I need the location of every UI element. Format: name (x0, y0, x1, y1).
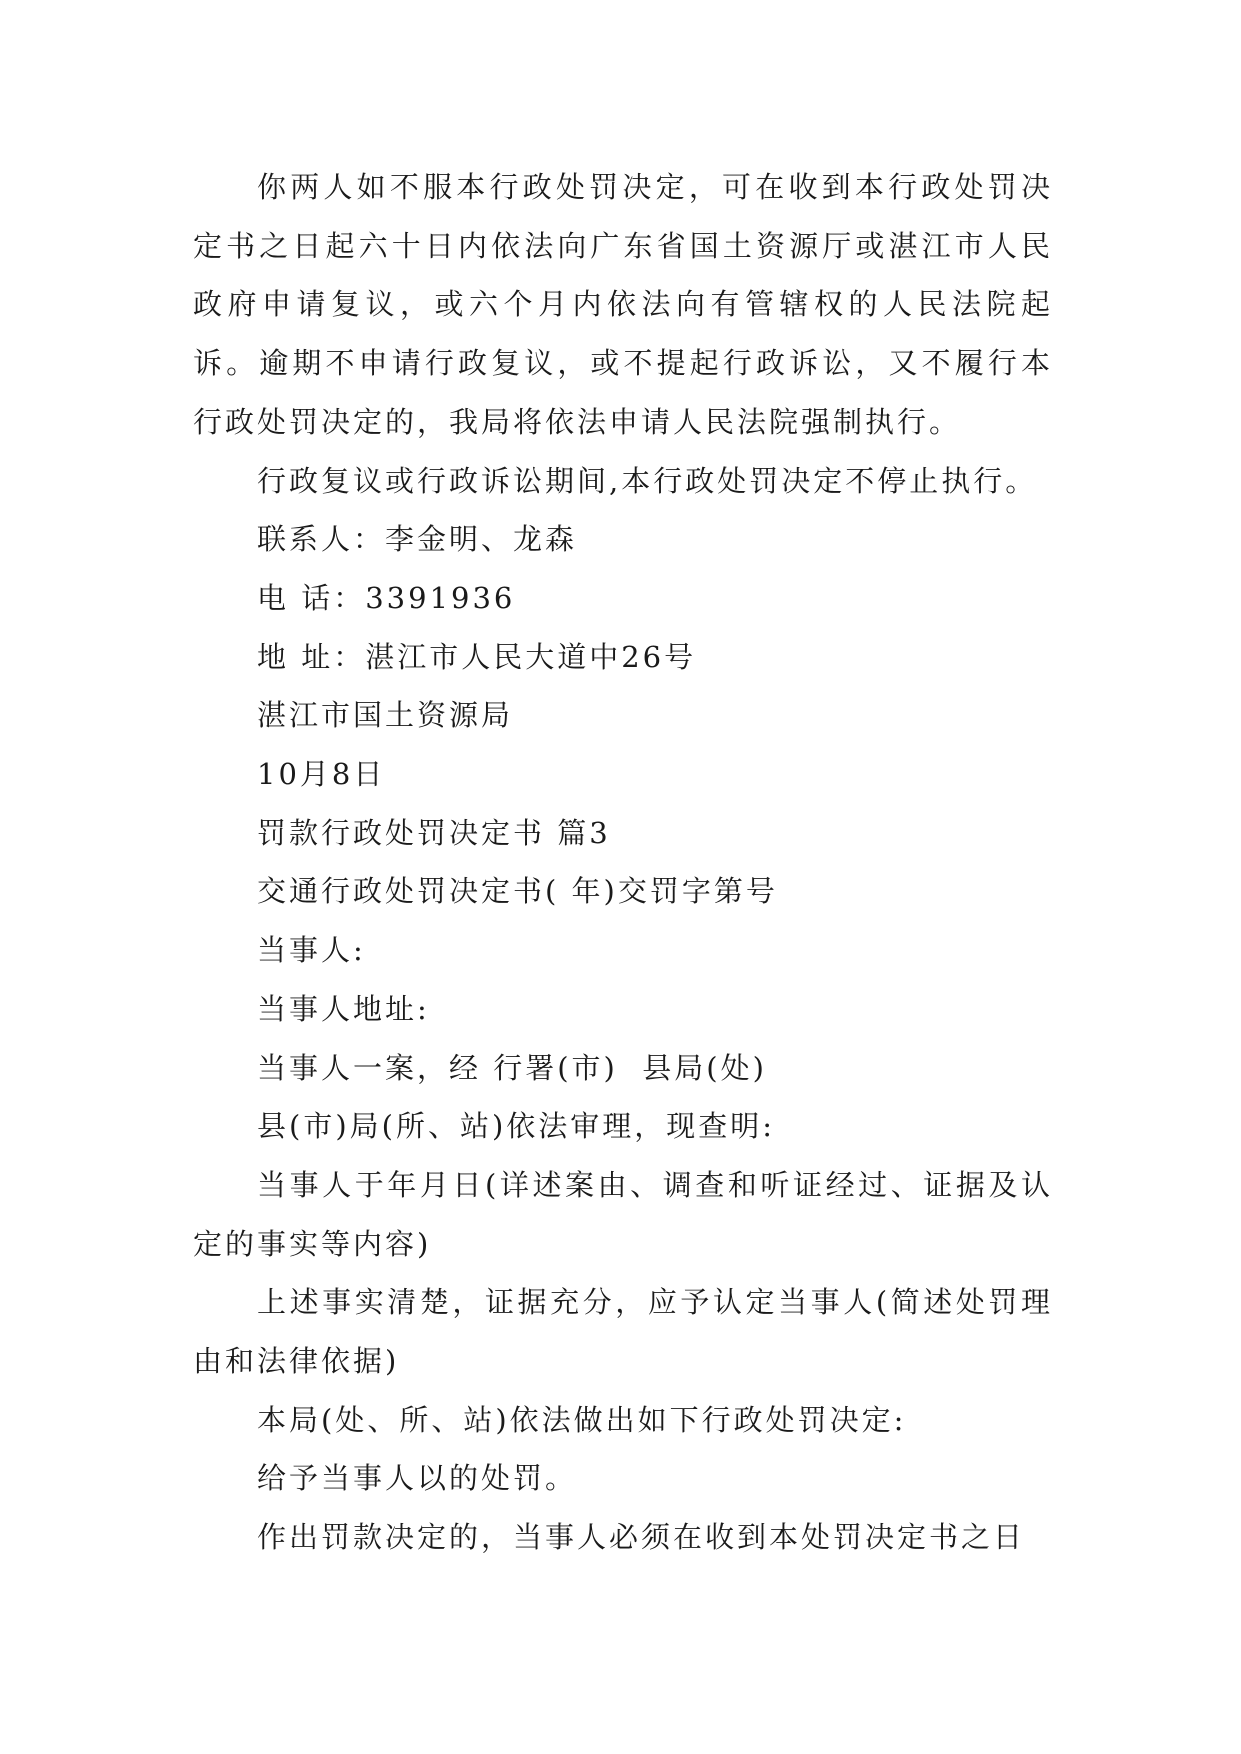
section-title: 罚款行政处罚决定书 篇3 (257, 815, 611, 850)
decision-intro: 本局(处、所、站)依法做出如下行政处罚决定: (257, 1402, 907, 1437)
case-reasoning: 上述事实清楚，证据充分，应予认定当事人(简述处罚理由和法律依据) (193, 1285, 1053, 1379)
decision-penalty: 给予当事人以的处罚。 (257, 1461, 578, 1496)
party-field: 当事人: (257, 933, 366, 968)
contact-phone: 电 话：3391936 (257, 580, 516, 615)
contact-person: 联系人：李金明、龙森 (257, 522, 578, 557)
form-title: 交通行政处罚决定书( 年)交罚字第号 (257, 874, 778, 909)
document-body (193, 158, 1053, 1567)
issue-date: 10月8日 (257, 757, 386, 792)
case-intro: 当事人一案，经 行署(市) 县局(处) (257, 1050, 767, 1085)
payment-notice: 作出罚款决定的，当事人必须在收到本处罚决定书之日 (257, 1520, 1026, 1555)
issuing-authority: 湛江市国土资源局 (257, 698, 514, 733)
case-facts: 当事人于年月日(详述案由、调查和听证经过、证据及认定的事实等内容) (193, 1167, 1053, 1261)
case-review: 县(市)局(所、站)依法审理，现查明: (257, 1109, 776, 1144)
paragraph-no-suspension: 行政复议或行政诉讼期间,本行政处罚决定不停止执行。 (257, 463, 1038, 498)
contact-address: 地 址：湛江市人民大道中26号 (257, 639, 697, 674)
party-address-field: 当事人地址: (257, 991, 430, 1026)
paragraph-appeal-rights: 你两人如不服本行政处罚决定，可在收到本行政处罚决定书之日起六十日内依法向广东省国土资源厅或湛江市人民政府申请复议，或六个月内依法向有管辖权的人民法院起诉。逾期不申请行政复议，或不提起行政诉讼，又不履行本行政处罚决定的，我局将依法申请人民法院强制执行。 (193, 170, 1053, 439)
